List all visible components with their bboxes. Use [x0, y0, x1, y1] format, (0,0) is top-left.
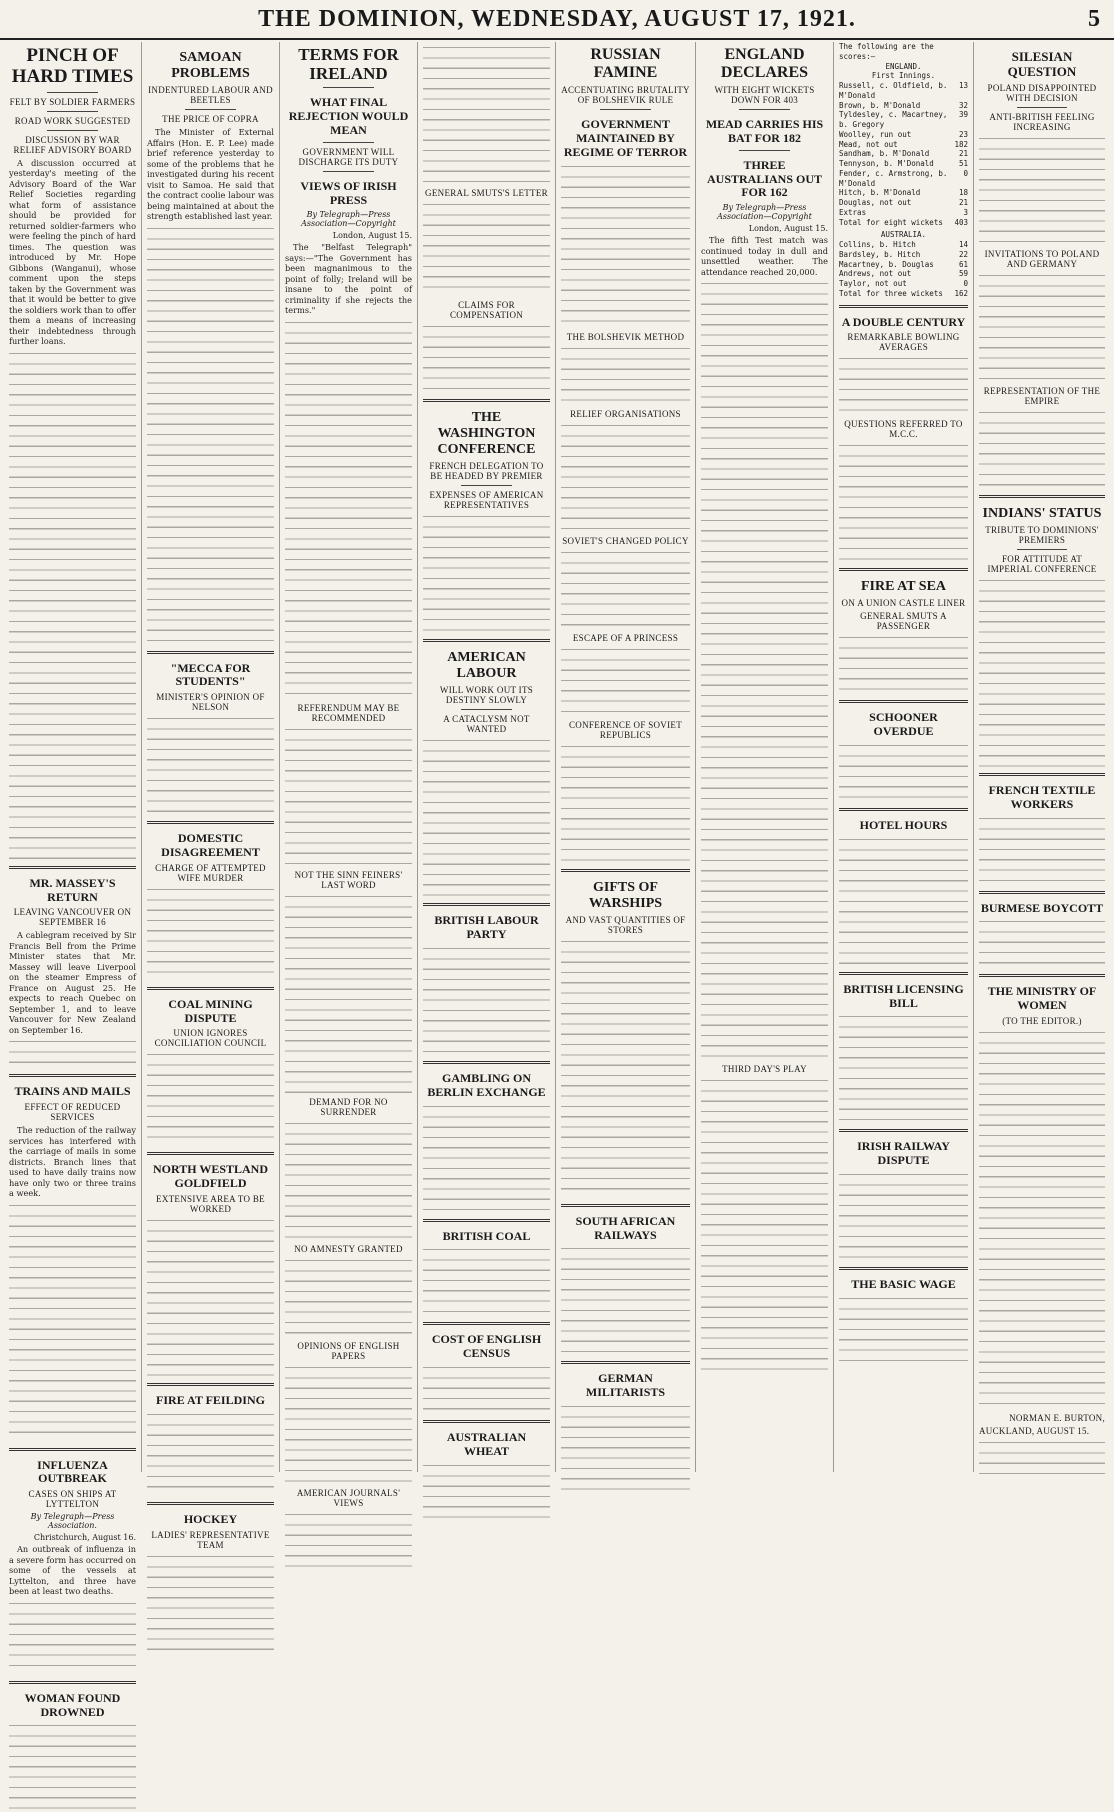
headline-gambling-berlin: GAMBLING ON BERLIN EXCHANGE	[427, 1071, 546, 1099]
article-text-block	[839, 1013, 968, 1123]
article-text-block	[423, 1246, 550, 1316]
headline-french-textile: FRENCH TEXTILE WORKERS	[988, 782, 1096, 811]
subhead: UNION IGNORES CONCILIATION COUNCIL	[154, 1028, 267, 1049]
headline-basic-wage: THE BASIC WAGE	[851, 1276, 956, 1291]
dateline: London, August 15.	[748, 224, 828, 234]
score-row: Collins, b. Hitch 14	[839, 240, 968, 249]
headline-british-labour: BRITISH LABOUR PARTY	[434, 913, 539, 942]
article-text-block	[561, 422, 690, 532]
score-row: Sandham, b. M'Donald 21	[839, 149, 968, 159]
subhead: INVITATIONS TO POLAND AND GERMANY	[984, 248, 1100, 269]
australia-batting	[839, 240, 968, 289]
headline-indians-status: INDIANS' STATUS	[982, 505, 1102, 521]
headline-british-coal: BRITISH COAL	[442, 1228, 531, 1243]
headline-german-militarists: GERMAN MILITARISTS	[585, 1371, 666, 1400]
column-4	[418, 42, 556, 1472]
article-text: The fifth Test match was continued today in dull and unsettled weather. The attendance reached 20,000.	[701, 235, 828, 277]
article-text-block	[9, 1722, 136, 1812]
signature-place: AUCKLAND, AUGUST 15.	[979, 1425, 1090, 1436]
article-text-block	[979, 409, 1105, 489]
article-text-block	[423, 513, 550, 633]
subhead: GENERAL SMUTS'S LETTER	[425, 188, 548, 198]
article-text-block	[839, 442, 968, 562]
subhead: LEAVING VANCOUVER ON SEPTEMBER 16	[13, 907, 132, 928]
masthead	[0, 0, 1114, 40]
subhead: REFERENDUM MAY BE RECOMMENDED	[297, 702, 400, 723]
article-text-block	[423, 1103, 550, 1213]
subhead: GOVERNMENT MAINTAINED BY REGIME OF TERROR	[563, 117, 688, 159]
headline-fire-at-sea: FIRE AT SEA	[860, 579, 947, 595]
headline-westland-goldfield: NORTH WESTLAND GOLDFIELD	[152, 1162, 269, 1191]
dateline: London, August 15.	[332, 231, 412, 241]
headline-australian-wheat: AUSTRALIAN WHEAT	[446, 1430, 527, 1458]
subhead: RELIEF ORGANISATIONS	[570, 408, 681, 419]
subhead: MEAD CARRIES HIS BAT FOR 182	[705, 117, 824, 145]
headline-american-labour: AMERICAN LABOUR	[447, 650, 526, 682]
page-number: 5	[1088, 6, 1100, 32]
masthead-title: THE DOMINION, WEDNESDAY, AUGUST 17, 1921.	[258, 6, 856, 32]
subhead: POLAND DISAPPOINTED WITH DECISION	[987, 82, 1097, 103]
article-text-block	[839, 1171, 968, 1261]
column-1	[4, 42, 142, 1719]
article-text-block	[9, 1038, 136, 1068]
dateline: Christchurch, August 16.	[33, 1533, 136, 1543]
article-text-block	[423, 44, 550, 184]
score-row: Fender, c. Armstrong, b. M'Donald 0	[839, 168, 968, 188]
headline-double-century: A DOUBLE CENTURY	[841, 314, 966, 329]
subhead: WILL WORK OUT ITS DESTINY SLOWLY	[439, 685, 534, 706]
article-text-block	[423, 1364, 550, 1414]
subhead: WHAT FINAL REJECTION WOULD MEAN	[288, 95, 409, 137]
subhead: EXPENSES OF AMERICAN REPRESENTATIVES	[429, 490, 544, 511]
column-3	[280, 42, 418, 1508]
score-row: Woolley, run out 23	[839, 129, 968, 139]
article-text-block	[561, 646, 690, 716]
score-row: Extras 3	[839, 207, 968, 217]
headline-pinch-hard-times: PINCH OF HARD TIMES	[11, 45, 134, 87]
subhead: VIEWS OF IRISH PRESS	[300, 178, 397, 207]
article-text-block	[979, 1029, 1105, 1409]
score-row: Taylor, not out 0	[839, 279, 968, 288]
subhead: CLAIMS FOR COMPENSATION	[449, 300, 524, 320]
subhead: CASES ON SHIPS AT LYTTELTON	[28, 1489, 117, 1510]
article-text-block	[423, 737, 550, 897]
article-text-block	[147, 1553, 274, 1653]
subhead: SOVIET'S CHANGED POLICY	[562, 535, 689, 546]
column-7	[834, 42, 974, 1472]
subhead: ACCENTUATING BRUTALITY OF BOLSHEVIK RULE	[561, 85, 690, 106]
subhead: THE BOLSHEVIK METHOD	[566, 331, 685, 342]
column-5	[556, 42, 696, 1472]
article-text-block	[285, 1511, 412, 1571]
article-text-block	[9, 1600, 136, 1675]
headline-influenza: INFLUENZA OUTBREAK	[37, 1457, 108, 1486]
headline-mecca-students: "MECCA FOR STUDENTS"	[170, 660, 251, 689]
article-text-block	[979, 272, 1105, 382]
headline-hotel-hours: HOTEL HOURS	[859, 817, 948, 832]
article-text: A cablegram received by Sir Francis Bell from the Prime Minister states that Mr. Massey will leave Liverpool on the steamer Empress of France on August 25. He expects to reach Quebec on September 1, and to leave Vancouver for New Zealand on September 16.	[9, 930, 136, 1035]
headline-terms-ireland: TERMS FOR IRELAND	[298, 45, 399, 83]
headline-ministry-women: THE MINISTRY OF WOMEN	[987, 984, 1097, 1013]
score-total: Total for three wickets 162	[839, 288, 968, 298]
subhead: EXTENSIVE AREA TO BE WORKED	[156, 1194, 265, 1215]
article-text-block	[285, 1120, 412, 1240]
score-row: Mead, not out 182	[839, 139, 968, 149]
column-8	[974, 42, 1110, 1472]
subhead: GENERAL SMUTS A PASSENGER	[860, 611, 947, 632]
article-text-block	[423, 201, 550, 296]
score-intro: The following are the scores:—	[839, 42, 934, 61]
article-text-block	[561, 1245, 690, 1355]
subhead: LADIES' REPRESENTATIVE TEAM	[151, 1529, 270, 1550]
article-text-block	[839, 634, 968, 694]
headline-samoan-problems: SAMOAN PROBLEMS	[171, 50, 250, 82]
subhead: FOR ATTITUDE AT IMPERIAL CONFERENCE	[987, 553, 1097, 574]
subhead: REPRESENTATION OF THE EMPIRE	[983, 385, 1101, 406]
headline-licensing-bill: BRITISH LICENSING BILL	[843, 981, 964, 1010]
subhead: A CATACLYSM NOT WANTED	[443, 714, 530, 735]
article-text-block	[561, 743, 690, 863]
subhead: NO AMNESTY GRANTED	[294, 1243, 403, 1254]
article-text-block	[285, 1257, 412, 1337]
headline-english-census: COST OF ENGLISH CENSUS	[431, 1332, 542, 1361]
article-text-block	[839, 355, 968, 415]
headline-coal-mining: COAL MINING DISPUTE	[168, 996, 253, 1025]
score-row: Russell, c. Oldfield, b. M'Donald 13	[839, 81, 968, 100]
subhead: THREE AUSTRALIANS OUT FOR 162	[706, 157, 823, 200]
article-text-block	[979, 135, 1105, 245]
score-total: Total for eight wickets 403	[839, 217, 968, 227]
headline-fire-feilding: FIRE AT FEILDING	[156, 1393, 265, 1408]
headline-domestic-disagreement: DOMESTIC DISAGREEMENT	[161, 831, 260, 860]
headline-russian-famine: RUSSIAN FAMINE	[590, 46, 661, 81]
article-text: An outbreak of influenza in a severe form has occurred on some of the vessels at Lyttelton, and three have been at least two deaths.	[9, 1544, 136, 1597]
subhead: AMERICAN JOURNALS' VIEWS	[296, 1487, 401, 1508]
headline-woman-drowned: WOMAN FOUND DROWNED	[24, 1690, 121, 1719]
subhead: QUESTIONS REFERRED TO M.C.C.	[844, 419, 963, 440]
article-text-block	[979, 918, 1105, 968]
article-text-block	[423, 1462, 550, 1522]
column-2	[142, 42, 280, 1550]
article-text: A discussion occurred at yesterday's meeting of the Advisory Board of the War Relief Societies regarding what form of assistance should be provided for returned soldier-farmers who were feeling the pinch of hard times. The question was introduced by Mr. Hope Gibbons (Wanganui), whose comment upon the steps taken by the Government was that it would be better to give the soldiers work than to offer them a means of increasing their indebtedness through further loans.	[9, 157, 136, 347]
article-text: The reduction of the railway services has interfered with the carriage of mails in some districts. Branch lines that used to have daily trains now have only two or three trains a week.	[9, 1125, 136, 1199]
subhead: FRENCH DELEGATION TO BE HEADED BY PREMIER	[429, 461, 544, 482]
subhead: WITH EIGHT WICKETS DOWN FOR 403	[714, 85, 815, 106]
headline-trains-mails: TRAINS AND MAILS	[14, 1084, 131, 1099]
article-text-block	[979, 1439, 1105, 1479]
subhead: THE PRICE OF COPRA	[162, 114, 259, 125]
score-row: Tennyson, b. M'Donald 51	[839, 159, 968, 168]
headline-irish-railway: IRISH RAILWAY DISPUTE	[857, 1139, 950, 1168]
subhead: TRIBUTE TO DOMINIONS' PREMIERS	[985, 524, 1099, 545]
headline-gifts-warships: GIFTS OF WARSHIPS	[588, 879, 663, 911]
article-text-block	[423, 323, 550, 393]
subhead: EFFECT OF REDUCED SERVICES	[24, 1102, 121, 1123]
article-text-block	[147, 1217, 274, 1377]
subhead: NOT THE SINN FEINERS' LAST WORD	[294, 869, 403, 890]
article-text-block	[423, 945, 550, 1055]
article-text-block	[701, 1077, 828, 1377]
article-text-block	[285, 1364, 412, 1484]
column-6	[696, 42, 834, 1472]
columns	[4, 42, 1110, 1719]
subhead: AND VAST QUANTITIES OF STORES	[565, 914, 686, 935]
subhead: INDENTURED LABOUR AND BEETLES	[148, 85, 273, 106]
subhead: DEMAND FOR NO SURRENDER	[309, 1096, 388, 1117]
score-row: Andrews, not out 59	[839, 269, 968, 279]
article-text-block	[561, 1403, 690, 1493]
headline-burmese-boycott: BURMESE BOYCOTT	[980, 900, 1104, 915]
headline-south-african-railways: SOUTH AFRICAN RAILWAYS	[575, 1213, 676, 1242]
credit: By Telegraph—Press Association.	[30, 1512, 115, 1531]
headline-england-declares: ENGLAND DECLARES	[720, 46, 809, 81]
subhead: GOVERNMENT WILL DISCHARGE ITS DUTY	[298, 146, 399, 167]
subhead: CHARGE OF ATTEMPTED WIFE MURDER	[155, 862, 266, 883]
subhead: THIRD DAY'S PLAY	[722, 1064, 807, 1075]
subhead: OPINIONS OF ENGLISH PAPERS	[297, 1340, 400, 1361]
signature: NORMAN E. BURTON,	[1009, 1412, 1105, 1423]
article-text: The Minister of External Affairs (Hon. E. P. Lee) made brief reference yesterday to some of the problems that he investigated during his recent visit to Samoa. He said that the contract coolie labour was being maintained at about the strength established last year.	[147, 127, 274, 222]
article-text-block	[839, 742, 968, 802]
scoreboard	[839, 42, 968, 299]
credit: By Telegraph—Press Association—Copyright	[301, 210, 396, 229]
article-text-block	[285, 319, 412, 699]
credit: By Telegraph—Press Association—Copyright	[717, 203, 812, 222]
subhead: ESCAPE OF A PRINCESS	[572, 632, 679, 643]
article-text-block	[839, 1295, 968, 1365]
article-text: The "Belfast Telegraph" says:—"The Government has been magnanimous to the point of folly; Ireland will be insane to the point of criminality if she rejects the terms."	[285, 242, 412, 316]
headline-massey-return: MR. MASSEY'S RETURN	[29, 875, 116, 904]
headline-silesian-question: SILESIAN QUESTION	[1007, 49, 1077, 79]
article-text-block	[285, 893, 412, 1093]
subhead: (TO THE EDITOR.)	[1002, 1015, 1082, 1026]
subhead: ROAD WORK SUGGESTED	[14, 115, 131, 126]
score-row: Douglas, not out 21	[839, 198, 968, 207]
subhead: CONFERENCE OF SOVIET REPUBLICS	[568, 719, 682, 740]
article-text-block	[561, 163, 690, 328]
article-text-block	[147, 225, 274, 645]
score-row: Bardsley, b. Hitch 22	[839, 249, 968, 259]
subhead: DISCUSSION BY WAR RELIEF ADVISORY BOARD	[13, 134, 132, 155]
innings-label: First Innings.	[871, 71, 936, 81]
headline-schooner-overdue: SCHOONER OVERDUE	[869, 710, 938, 739]
article-text-block	[561, 549, 690, 629]
england-batting	[839, 81, 968, 218]
article-text-block	[561, 345, 690, 405]
subhead: MINISTER'S OPINION OF NELSON	[156, 692, 265, 713]
article-text-block	[561, 938, 690, 1198]
article-text-block	[147, 1411, 274, 1496]
article-text-block	[147, 886, 274, 981]
score-row: Macartney, b. Douglas 61	[839, 259, 968, 269]
score-row: Tyldesley, c. Macartney, b. Gregory 39	[839, 110, 968, 129]
article-text-block	[839, 836, 968, 966]
score-row: Hitch, b. M'Donald 18	[839, 188, 968, 198]
article-text-block	[147, 1051, 274, 1146]
headline-hockey: HOCKEY	[183, 1511, 238, 1526]
headline-washington-conference: THE WASHINGTON CONFERENCE	[437, 410, 536, 458]
article-text-block	[9, 350, 136, 860]
subhead: ON A UNION CASTLE LINER	[841, 598, 966, 609]
article-text-block	[147, 715, 274, 815]
subhead: ANTI-BRITISH FEELING INCREASING	[989, 111, 1095, 132]
article-text-block	[9, 1202, 136, 1442]
article-text-block	[701, 280, 828, 1060]
team-england: ENGLAND.	[885, 61, 922, 71]
team-australia: AUSTRALIA.	[880, 230, 927, 240]
subhead: REMARKABLE BOWLING AVERAGES	[847, 332, 960, 353]
article-text-block	[285, 726, 412, 866]
article-text-block	[979, 815, 1105, 885]
article-text-block	[979, 577, 1105, 767]
subhead: FELT BY SOLDIER FARMERS	[9, 96, 136, 107]
score-row: Brown, b. M'Donald 32	[839, 100, 968, 110]
